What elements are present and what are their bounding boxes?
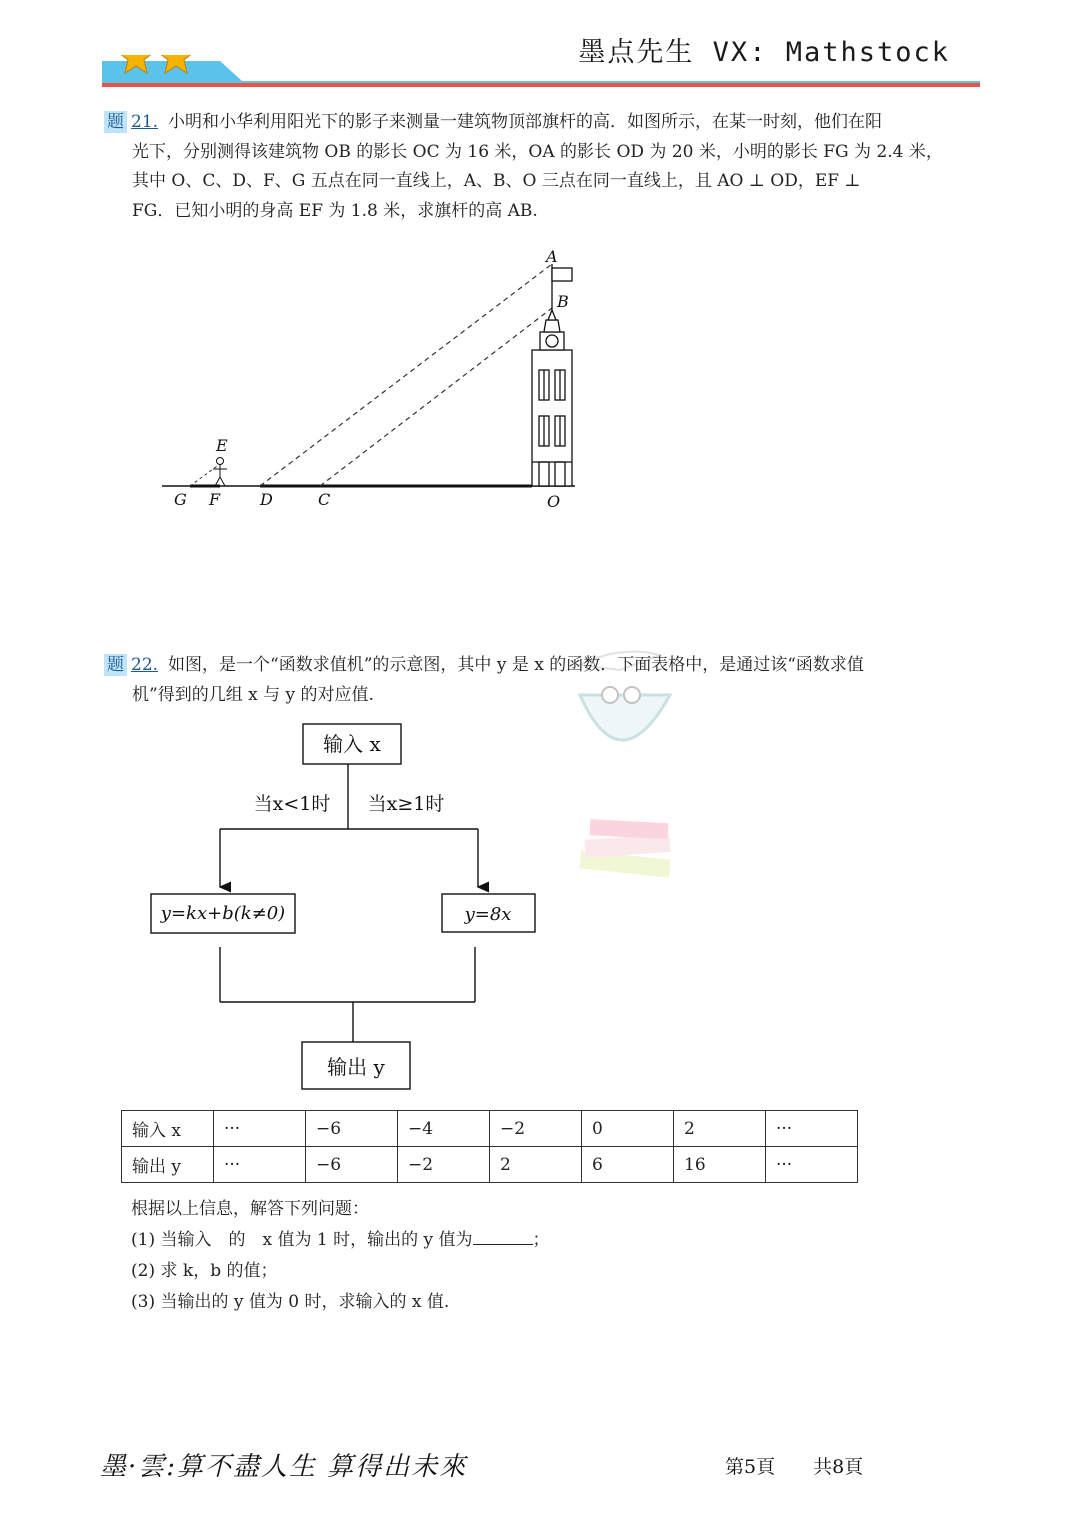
question-line: FG．已知小明的身高 EF 为 1.8 米，求旗杆的高 AB. — [132, 200, 538, 221]
label-C: C — [318, 490, 331, 509]
table-cell: ··· — [214, 1147, 306, 1183]
table-cell: ··· — [214, 1111, 306, 1147]
table-cell: 输出 y — [122, 1147, 214, 1183]
table-cell: −4 — [398, 1111, 490, 1147]
question-line: 光下，分别测得该建筑物 OB 的影长 OC 为 16 米，OA 的影长 OD 为 20 米，小明的影长 FG 为 2.4 米， — [132, 141, 943, 162]
formula-right: y=8x — [464, 904, 512, 925]
table-row — [122, 1147, 858, 1183]
header-title: 墨点先生 VX: Mathstock — [578, 37, 950, 68]
sub-question-1: (1) 当输入 的 x 值为 1 时，输出的 y 值为 ； — [131, 1225, 550, 1256]
shadow-diagram — [150, 240, 600, 520]
person-figure — [213, 458, 227, 487]
table-cell: 2 — [490, 1147, 582, 1183]
table-row — [122, 1111, 858, 1147]
table-cell: 0 — [582, 1111, 674, 1147]
table-cell: −2 — [490, 1111, 582, 1147]
function-machine-flowchart — [140, 715, 560, 1100]
question-line: 机”得到的几组 x 与 y 的对应值. — [132, 684, 374, 705]
label-F: F — [209, 490, 221, 509]
label-E: E — [216, 436, 228, 455]
branch-right-label: 当x≥1时 — [367, 793, 445, 815]
sub-question-3: (3) 当输出的 y 值为 0 时，求输入的 x 值. — [131, 1292, 450, 1312]
question-line: 小明和小华利用阳光下的影子来测量一建筑物顶部旗杆的高．如图所示，在某一时刻，他们在阳 — [168, 112, 883, 132]
sun-ray-b — [320, 308, 552, 486]
question-number: 21. — [131, 112, 159, 132]
answer-blank[interactable] — [473, 1226, 533, 1245]
table-cell: 2 — [674, 1111, 766, 1147]
question-tag: 题 — [104, 111, 127, 133]
label-D: D — [260, 490, 273, 509]
question-intro: 根据以上信息，解答下列问题： — [131, 1199, 369, 1219]
building — [532, 310, 572, 486]
question-line: 如图，是一个“函数求值机”的示意图，其中 y 是 x 的函数．下面表格中，是通过该“函数求值 — [168, 655, 864, 675]
table-cell: −2 — [398, 1147, 490, 1183]
formula-left: y=kx+b(k≠0) — [160, 903, 286, 924]
question-number: 22. — [131, 655, 159, 675]
table-cell: ··· — [766, 1111, 858, 1147]
table-cell: −6 — [306, 1111, 398, 1147]
label-A: A — [546, 247, 558, 266]
value-table — [121, 1110, 858, 1183]
sub-questions — [131, 1194, 550, 1318]
sun-ray-a — [260, 264, 552, 486]
branch-left-label: 当x<1时 — [253, 793, 331, 815]
sun-ray-person — [190, 464, 220, 486]
footer-motto: 墨·雲:算不盡人生 算得出未來 — [100, 1452, 468, 1482]
label-O: O — [547, 492, 561, 511]
sub-question-2: (2) 求 k，b 的值； — [131, 1261, 278, 1281]
question-tag: 题 — [104, 654, 127, 676]
output-label: 输出 y — [327, 1055, 385, 1079]
question-22 — [104, 651, 984, 710]
table-cell: 输入 x — [122, 1111, 214, 1147]
table-cell: 16 — [674, 1147, 766, 1183]
table-cell: ··· — [766, 1147, 858, 1183]
table-cell: −6 — [306, 1147, 398, 1183]
question-line: 其中 O、C、D、F、G 五点在同一直线上，A、B、O 三点在同一直线上，且 AO ⊥ OD，EF ⊥ — [132, 171, 861, 191]
label-G: G — [174, 490, 187, 509]
table-cell: 6 — [582, 1147, 674, 1183]
label-B: B — [557, 292, 569, 311]
input-label: 输入 x — [323, 732, 381, 756]
page-number: 第5頁 共8頁 — [725, 1456, 864, 1478]
question-21 — [104, 108, 984, 226]
